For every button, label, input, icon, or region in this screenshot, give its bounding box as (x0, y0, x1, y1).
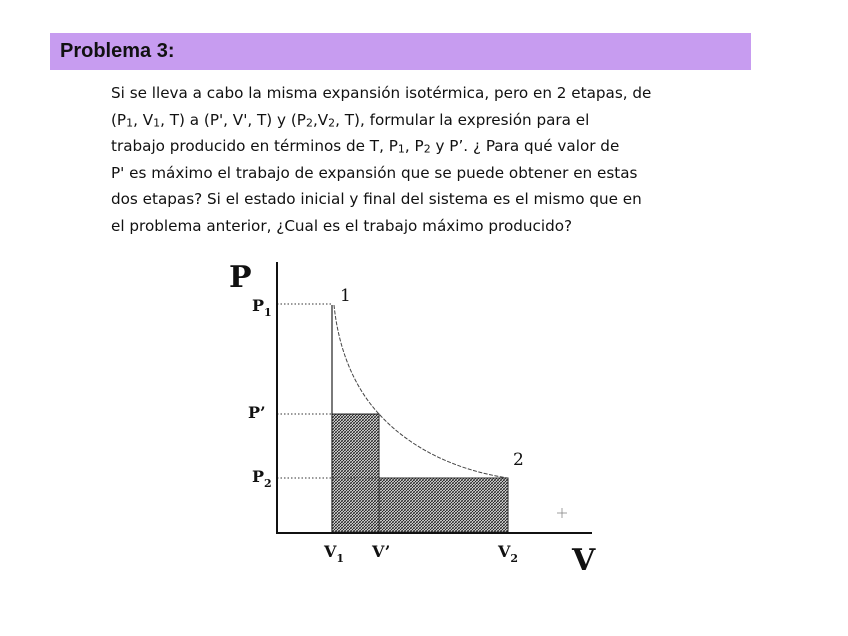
problem-line: trabajo producido en términos de T, $P_1$, $P_2$ y P’. ¿ Para qué valor de (111, 137, 620, 156)
problem-line: ($P_1$, $V_1$, T) a (P', V', T) y ($P_2,V_2$, T), formular la expresión para el (111, 110, 590, 130)
work-area-stage-2 (379, 478, 508, 532)
problem-line: el problema anterior, ¿Cual es el trabajo máximo producido? (111, 216, 573, 235)
crosshair-icon (557, 508, 567, 518)
x-tick-v2: $V_2$ (498, 542, 519, 565)
y-tick-p1: $P_1$ (252, 296, 272, 319)
problem-title: Problema 3: (60, 40, 175, 62)
work-area-stage-1 (332, 414, 379, 532)
x-tick-v-prime: V’ (372, 542, 391, 561)
y-tick-p-prime: P’ (248, 403, 266, 422)
problem-line: Si se lleva a cabo la misma expansión isotérmica, pero en 2 etapas, de (111, 84, 652, 102)
problem-line: dos etapas? Si el estado inicial y final del sistema es el mismo que en (111, 190, 642, 209)
problem-line: P' es máximo el trabajo de expansión que se puede obtener en estas (111, 163, 638, 182)
x-axis-label: V (572, 543, 596, 578)
state-point-1-label: 1 (340, 286, 351, 306)
y-axis-label: P (229, 260, 252, 295)
x-tick-v1: $V_1$ (324, 542, 345, 565)
y-tick-p2: $P_2$ (252, 467, 272, 490)
state-point-2-label: 2 (513, 450, 524, 470)
